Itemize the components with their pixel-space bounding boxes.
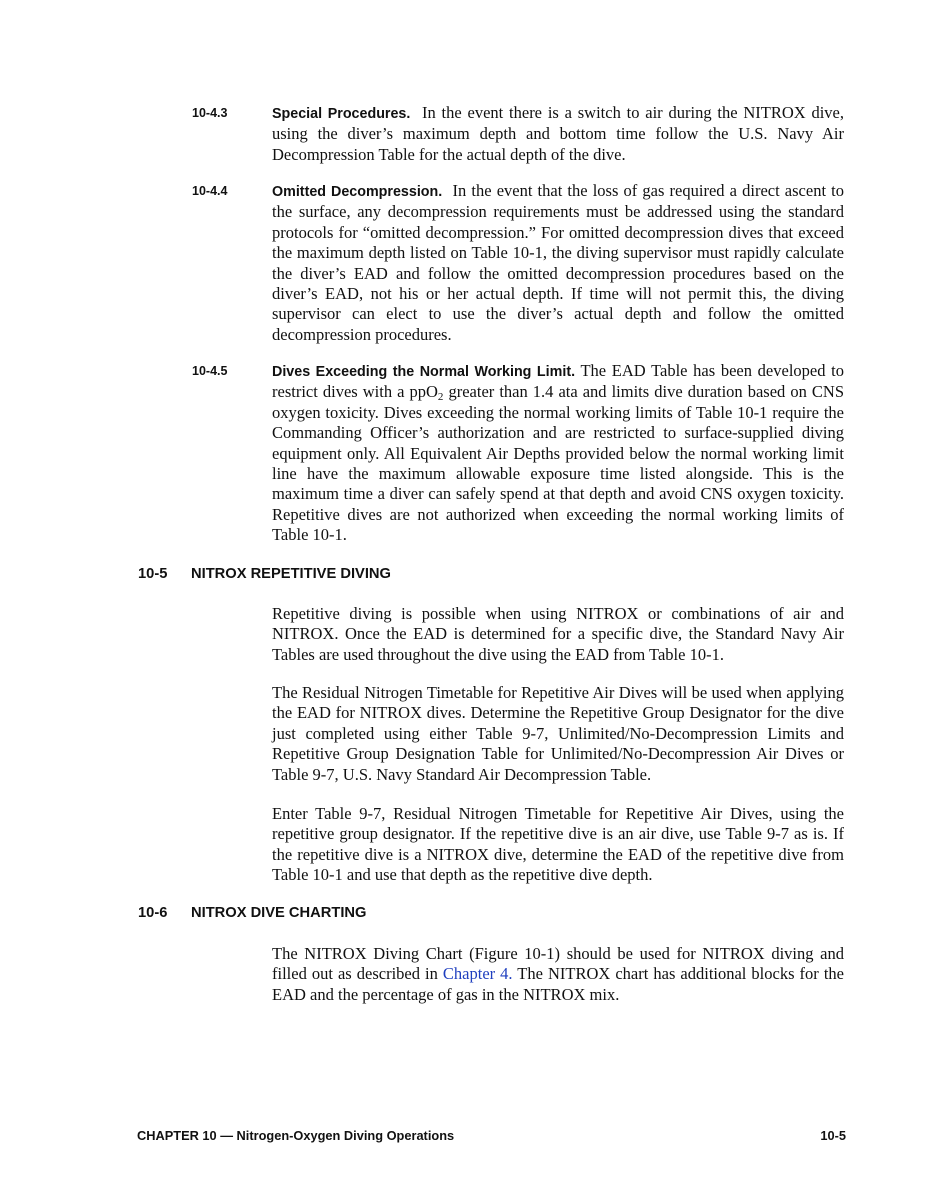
subsection-number: 10-4.3 xyxy=(192,106,228,120)
subsection-10-4-5 xyxy=(192,361,844,546)
section-number: 10-5 xyxy=(138,566,168,582)
paragraph-10-5-1: Repetitive diving is possible when using NITROX or combinations of air and NITROX. Once the EAD is determined for a specific dive, the Standard Navy Air Tables are used throughout the dive using the EAD from Table 10-1. xyxy=(272,604,844,664)
paragraph-10-5-3: Enter Table 9-7, Residual Nitrogen Timetable for Repetitive Air Dives, using the repetitive group designator. If the repetitive dive is an air dive, use Table 9-7 as is. If the repetitive dive is a NITROX dive, determine the EAD of the repetitive dive from Table 10-1 and use that depth as the repetitive dive depth. xyxy=(272,804,844,885)
subsection-10-4-3 xyxy=(192,103,844,165)
footer-page-number: 10-5 xyxy=(820,1128,846,1143)
subsection-text xyxy=(272,181,844,345)
subsection-body: In the event there is a switch to air during the NITROX dive, using the diver’s maximum depth and bottom time follow the U.S. Navy Air Decompression Table for the actual depth of the dive. xyxy=(272,103,844,164)
section-title: NITROX REPETITIVE DIVING xyxy=(191,566,391,582)
paragraph-10-5-2: The Residual Nitrogen Timetable for Repetitive Air Dives will be used when applying the EAD for NITROX dives. Determine the Repetitive Group Designator for the dive just completed using either Table 9-7, Unlimited/No-Decompression Limits and Repetitive Group Designation Table for Unlimited/No-Decompression Air Dives or Table 9-7, U.S. Navy Standard Air Decompression Table. xyxy=(272,683,844,784)
subsection-number: 10-4.5 xyxy=(192,364,228,378)
subscript-2: 2 xyxy=(437,391,444,404)
chapter-4-link[interactable]: Chapter 4. xyxy=(442,964,513,984)
subsection-title: Dives Exceeding the Normal Working Limit. xyxy=(272,364,576,380)
paragraph-10-6-1 xyxy=(272,944,844,1005)
paragraph-text-end: The NITROX chart has additional blocks for the EAD and the percentage of gas in the NITROX mix. xyxy=(272,964,844,1004)
subsection-title: Omitted Decompression. xyxy=(272,184,443,200)
subsection-number: 10-4.4 xyxy=(192,184,228,198)
paragraph-text-start: The NITROX Diving Chart (Figure 10-1) should be used for NITROX diving and filled out as described in xyxy=(272,944,844,984)
section-heading-10-5 xyxy=(138,566,844,582)
section-title: NITROX DIVE CHARTING xyxy=(191,905,367,921)
subsection-body-end: greater than 1.4 ata and limits dive duration based on CNS oxygen toxicity. Dives exceeding the normal working limits of Table 10-1 require the Commanding Officer’s authorization and are restricted to surface-supplied diving equipment only. All Equivalent Air Depths provided below the normal working limit line have the maximum allowable exposure time listed alongside. This is the maximum time a diver can safely spend at that depth and avoid CNS oxygen toxicity. Repetitive dives are not authorized when exceeding the normal working limits of Table 10-1. xyxy=(272,382,844,545)
subsection-body-start: The EAD Table has been developed to restrict dives with a ppO xyxy=(272,361,845,402)
subsection-10-4-4 xyxy=(192,181,844,345)
subsection-text xyxy=(272,103,844,165)
subsection-title: Special Procedures. xyxy=(272,106,411,122)
subsection-body: In the event that the loss of gas required a direct ascent to the surface, any decompression requirements must be addressed using the standard protocols for “omitted decompression.” For omitted decompression dives that exceed the maximum depth listed on Table 10-1, the diving supervisor must rapidly calculate the diver’s EAD and follow the omitted decompression procedures based on the diver’s EAD, not his or her actual depth. If time will not permit this, the diving supervisor can elect to use the diver’s actual depth and follow the omitted decompression procedures. xyxy=(272,181,845,344)
subsection-text xyxy=(272,361,844,546)
footer-chapter-title: CHAPTER 10 — Nitrogen-Oxygen Diving Operations xyxy=(137,1128,455,1143)
section-heading-10-6 xyxy=(138,905,844,921)
section-number: 10-6 xyxy=(138,905,168,921)
